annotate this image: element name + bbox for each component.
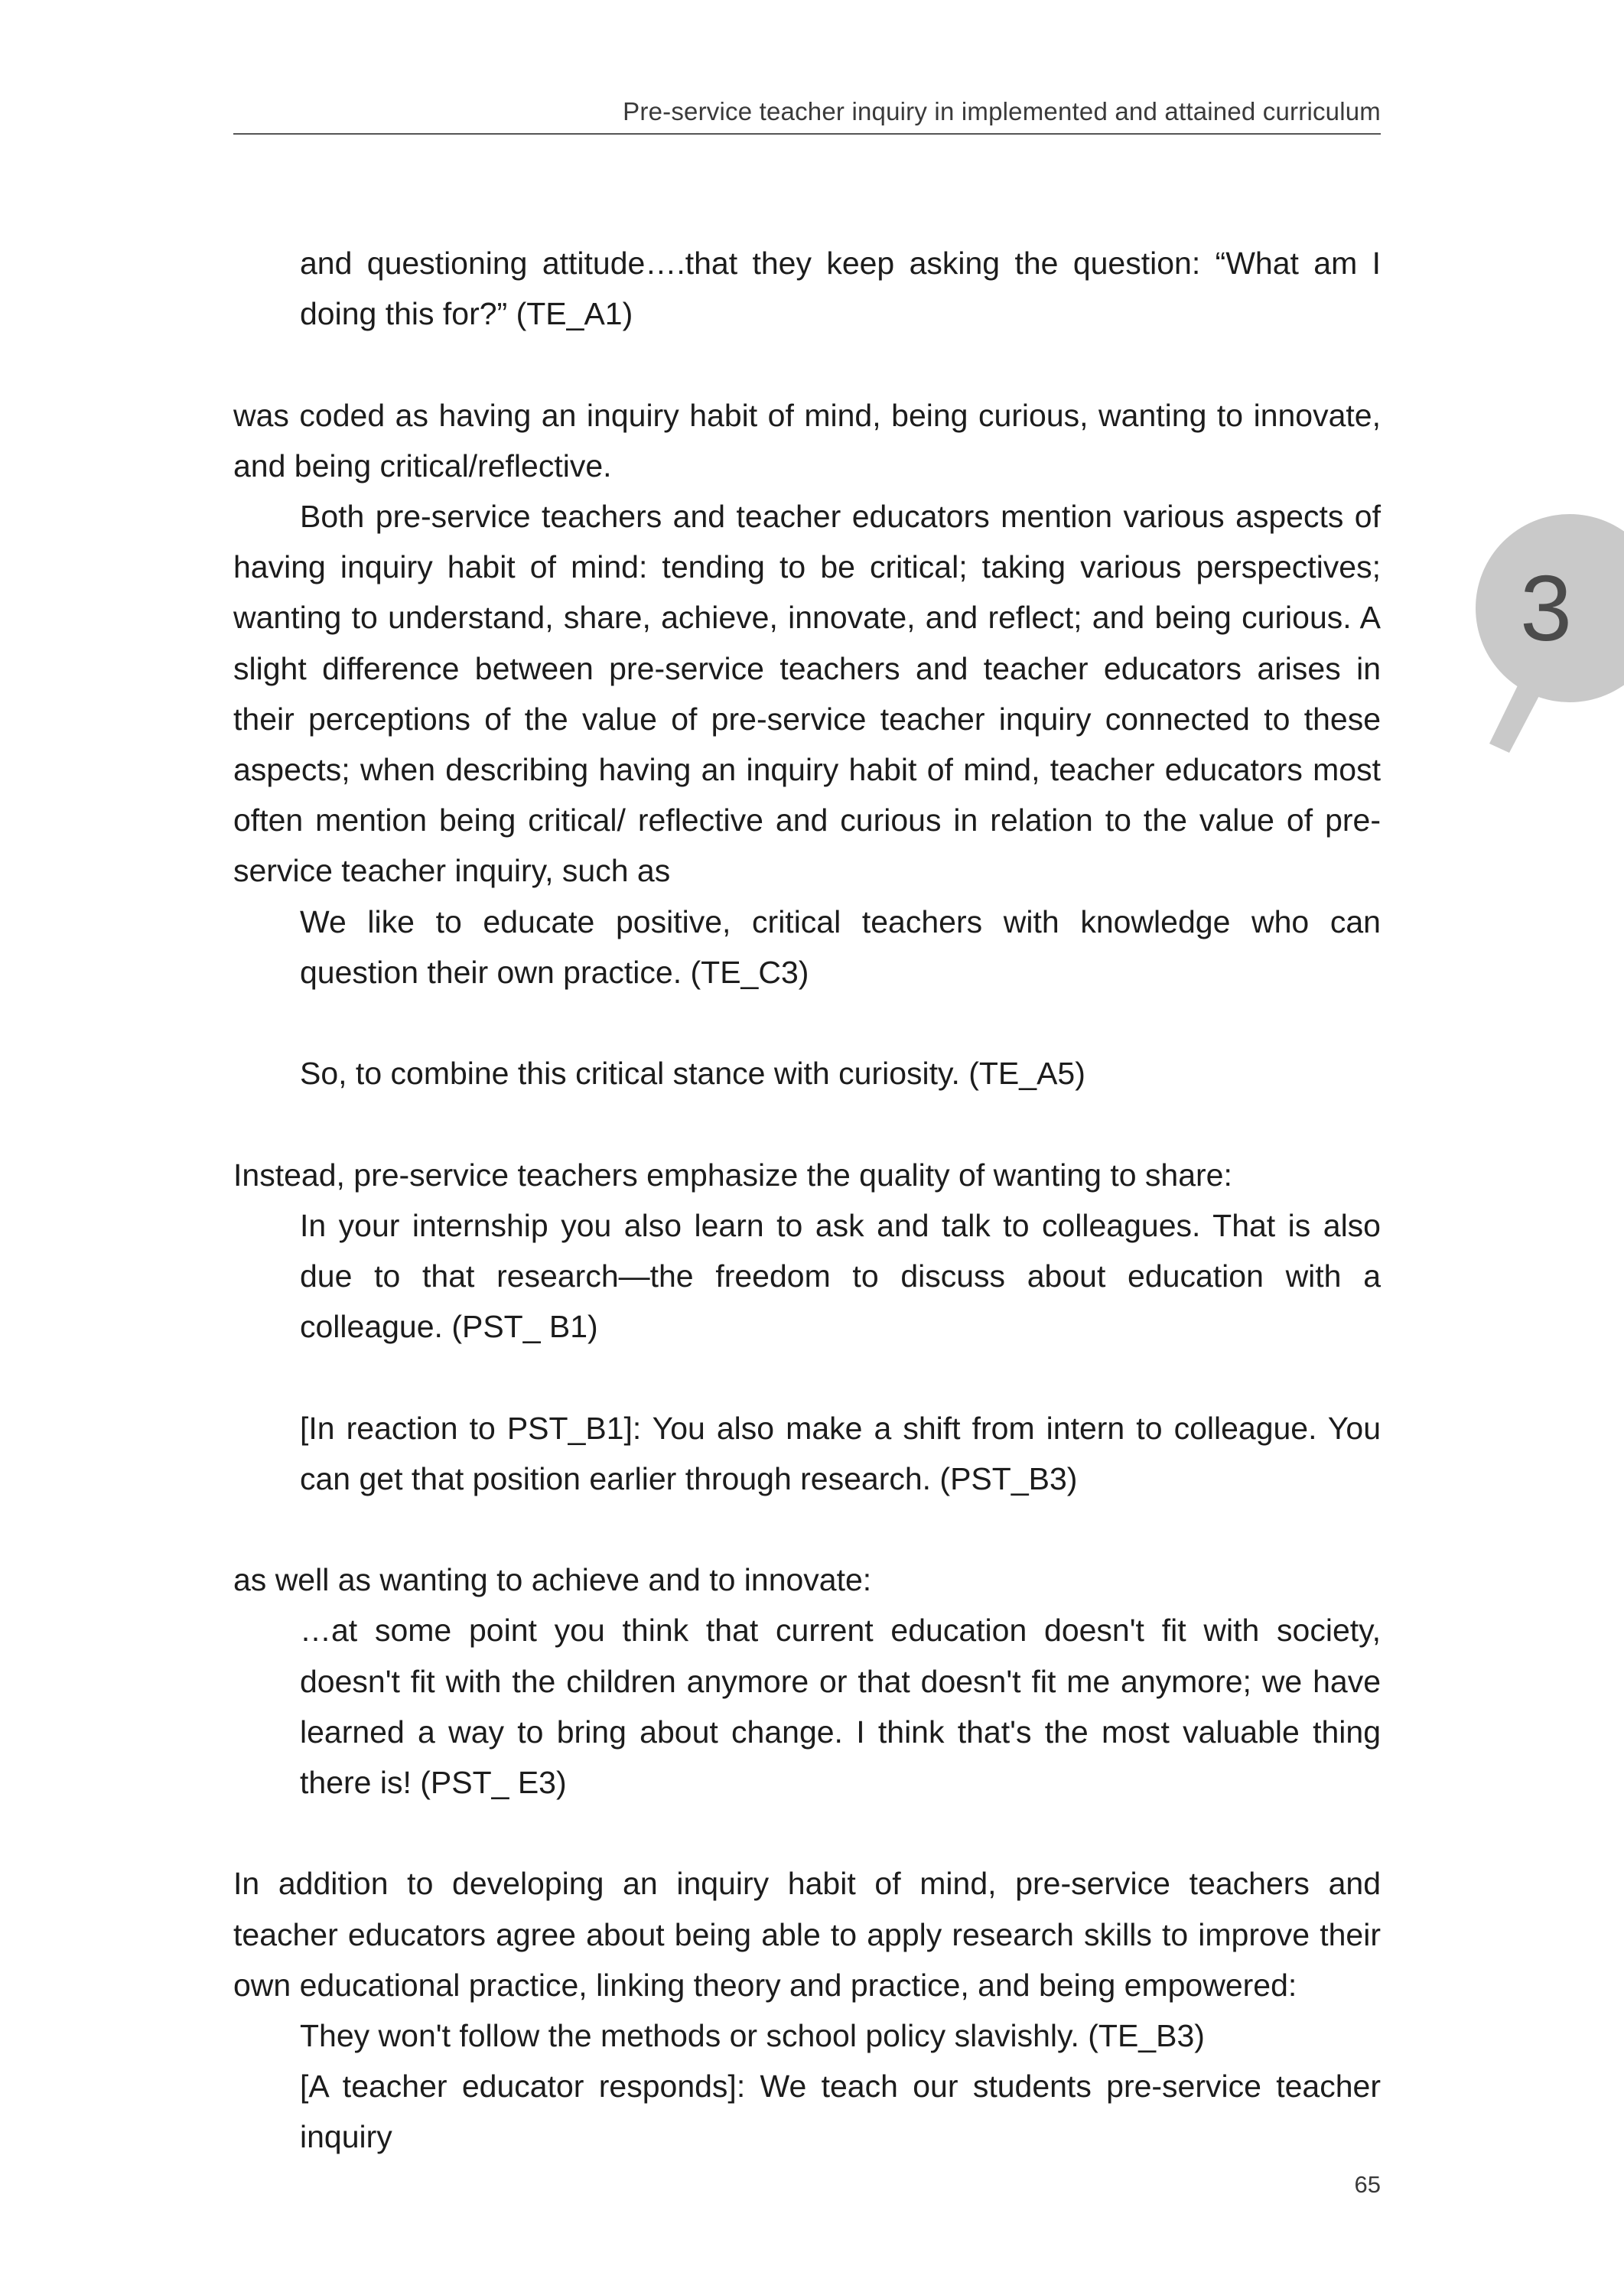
- block-quote: [In reaction to PST_B1]: You also make a shift from intern to colleague. You can get that position earlier through research. (PST_B3): [300, 1410, 1381, 1496]
- block-quote: and questioning attitude….that they keep asking the question: “What am I doing this for?” (TE_A1): [300, 246, 1381, 332]
- paragraph: Both pre-service teachers and teacher educators mention various aspects of having inquiry habit of mind: tending to be critical; taking various perspectives; wanting to understand, share, achieve, innovate, and reflect; and being curious. A slight difference between pre-service teachers and teacher educators arises in their perceptions of the value of pre-service teacher inquiry connected to these aspects; when describing having an inquiry habit of mind, teacher educators most often mention being critical/ reflective and curious in relation to the value of pre-service teacher inquiry, such as: [233, 499, 1381, 889]
- paragraph: was coded as having an inquiry habit of mind, being curious, wanting to innovate, and being critical/reflective.: [233, 397, 1381, 483]
- block-quote: …at some point you think that current education doesn't fit with society, doesn't fit with the children anymore or that doesn't fit me anymore; we have learned a way to bring about change. I think that's the most valuable thing there is! (PST_ E3): [300, 1613, 1381, 1801]
- page-number: 65: [1354, 2171, 1381, 2198]
- running-header: Pre-service teacher inquiry in implemented and attained curriculum: [233, 90, 1381, 135]
- block-quote: In your internship you also learn to ask and talk to colleagues. That is also due to that research—the freedom to discuss about education with a colleague. (PST_ B1): [300, 1207, 1381, 1345]
- paragraph: Instead, pre-service teachers emphasize the quality of wanting to share:: [233, 1157, 1232, 1193]
- paragraph: In addition to developing an inquiry habit of mind, pre-service teachers and teacher educators agree about being able to apply research skills to improve their own educational practice, linking theory and practice, and being empowered:: [233, 1866, 1381, 2003]
- block-quote: They won't follow the methods or school policy slavishly. (TE_B3): [300, 2018, 1205, 2054]
- body-text: [233, 238, 1381, 2163]
- block-quote: [A teacher educator responds]: We teach our students pre-service teacher inquiry: [300, 2069, 1381, 2155]
- paragraph: as well as wanting to achieve and to innovate:: [233, 1562, 872, 1598]
- chapter-tab: [1476, 514, 1624, 759]
- block-quote: We like to educate positive, critical teachers with knowledge who can question their own practice. (TE_C3): [300, 903, 1381, 990]
- chapter-number: 3: [1520, 556, 1572, 660]
- block-quote: So, to combine this critical stance with curiosity. (TE_A5): [300, 1056, 1085, 1092]
